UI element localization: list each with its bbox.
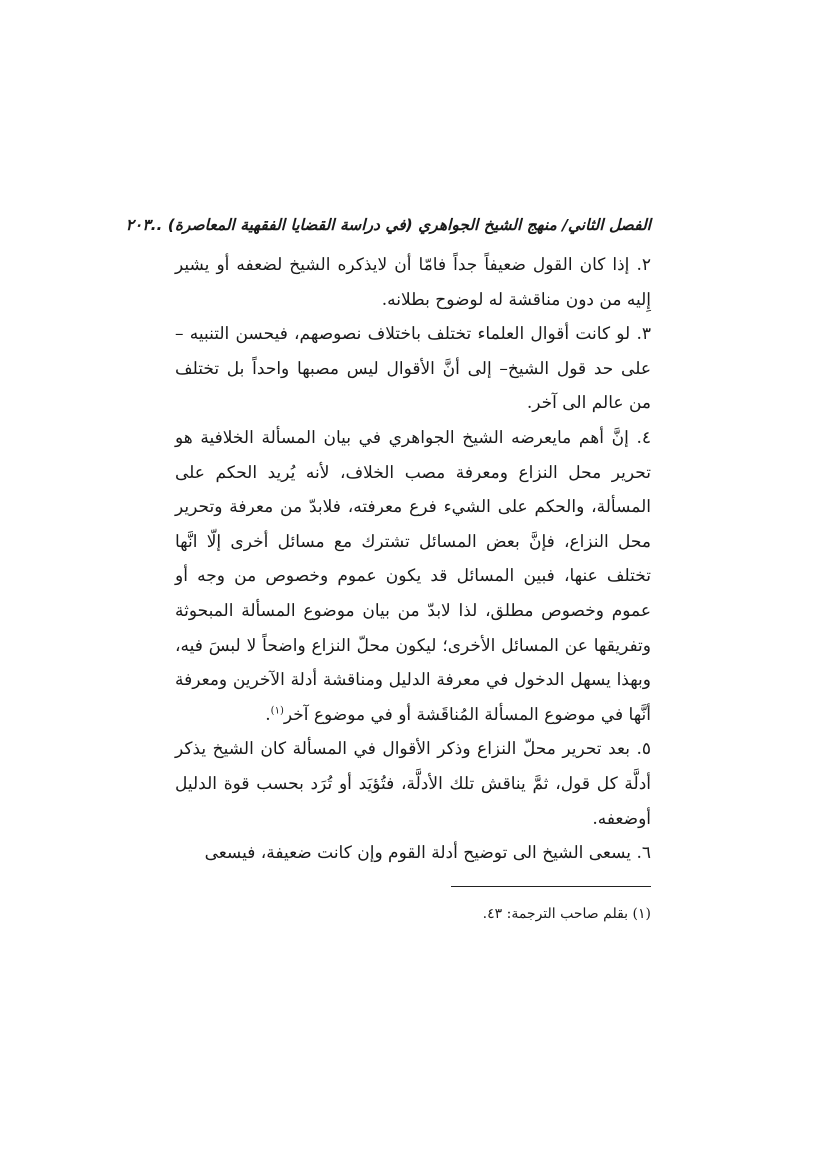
footnote-marker: (١) — [632, 906, 651, 922]
paragraph-end: . — [265, 704, 271, 725]
paragraph-4 — [175, 421, 651, 732]
paragraph-number: ٣. — [636, 324, 652, 345]
paragraph-3 — [175, 317, 651, 421]
page-number: ٢٠٣ — [125, 216, 151, 234]
running-title: الفصل الثاني/ منهج الشيخ الجواهري (في دراسة القضايا الفقهية المعاصرة) .. — [150, 216, 651, 234]
paragraph-text: بعد تحرير محلّ النزاع وذكر الأقوال في المسألة كان الشيخ يذكر أدلَّة كل قول، ثمَّ يناقش تلك الأدلَّة، فتُؤيَد أو تُرَد بحسب قوة الدليل أوضعفه. — [175, 739, 651, 829]
paragraph-text: لو كانت أقوال العلماء تختلف باختلاف نصوصهم، فيحسن التنبيه – على حد قول الشيخ– إلى أنَّ الأقوال ليس مصبها واحداً بل تختلف من عالم الى آخر. — [175, 324, 651, 414]
paragraph-text: إنَّ أهم مايعرضه الشيخ الجواهري في بيان المسألة الخلافية هو تحرير محل النزاع ومعرفة مصب الخلاف، لأنه يُريد الحكم على المسألة، والحكم على الشيء فرع معرفته، فلابدّ من معرفة وتحرير محل النزاع، فإنَّ بعض المسائل تشترك مع مسائل أخرى إلّا انَّها تختلف عنها، فبين المسائل قد يكون عموم وخصوص من وجه أو عموم وخصوص مطلق، لذا لابدّ من بيان موضوع المسألة المبحوثة وتفريقها عن المسائل الأخرى؛ ليكون محلّ النزاع واضحاً لا لبسَ فيه، وبهذا يسهل الدخول في معرفة الدليل ومناقشة أدلة الآخرين ومعرفة أنَّها في موضوع المسألة المُناقَشة أو في موضوع آخر — [175, 427, 651, 725]
footnote-divider — [451, 886, 651, 887]
paragraph-2 — [175, 248, 651, 317]
paragraph-number: ٤. — [636, 427, 651, 448]
running-header — [125, 213, 651, 237]
paragraph-text: يسعى الشيخ الى توضيح أدلة القوم وإن كانت ضعيفة، فيسعى — [204, 843, 632, 864]
main-text — [175, 248, 651, 871]
paragraph-5 — [175, 732, 651, 836]
footnote-1 — [175, 903, 651, 925]
paragraph-number: ٥. — [636, 739, 652, 760]
footnote-text: بقلم صاحب الترجمة: ٤٣. — [482, 906, 629, 922]
footnote-reference[interactable]: (١) — [270, 705, 284, 717]
paragraph-number: ٦. — [636, 843, 651, 864]
paragraph-number: ٢. — [636, 255, 651, 275]
paragraph-text: إذا كان القول ضعيفاً جداً فامّا أن لايذكره الشيخ لضعفه أو يشير إِليه من دون مناقشة له لوضوح بطلانه. — [175, 255, 651, 310]
paragraph-6 — [175, 836, 651, 871]
